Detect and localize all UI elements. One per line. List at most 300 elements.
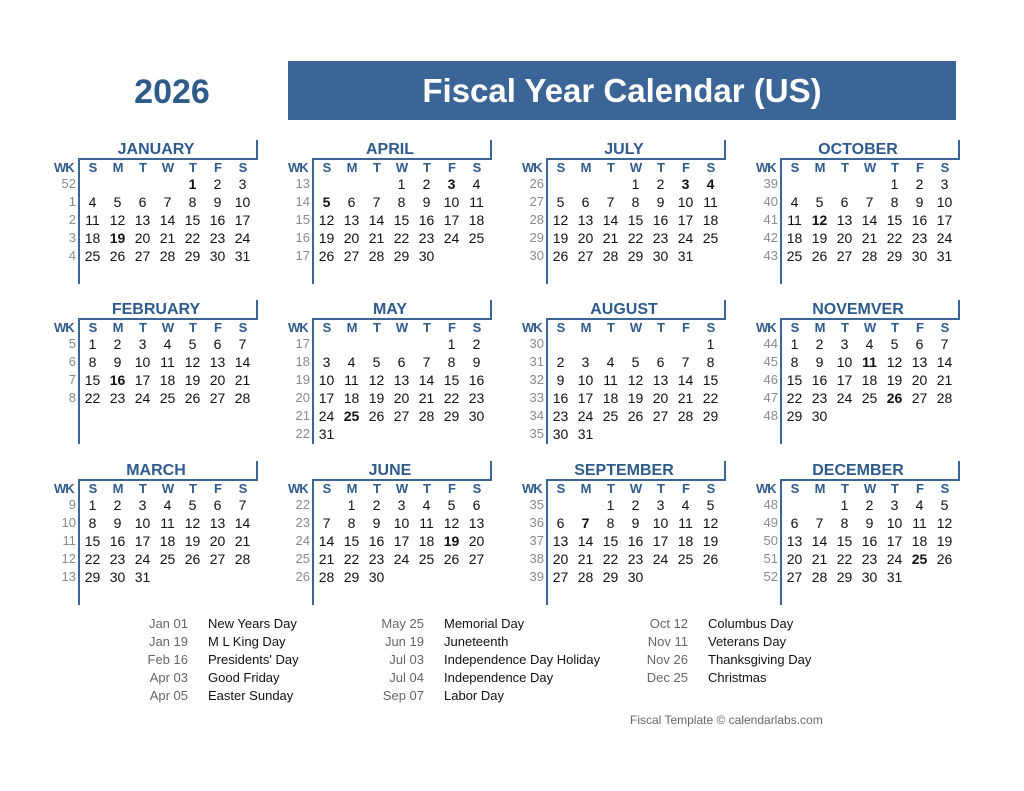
month-block [54,461,258,611]
day-cell: 24 [936,230,953,246]
day-cell: 13 [134,212,151,228]
day-cell: 21 [368,230,385,246]
day-cell: 30 [368,569,385,585]
weekday-header: W [629,160,643,175]
day-cell: 11 [160,354,175,370]
day-cell: 11 [678,515,693,531]
week-number: 13 [295,176,310,191]
day-cell: 9 [113,354,122,370]
day-cell: 26 [702,551,719,567]
day-cell: 12 [184,515,201,531]
day-cell: 8 [840,515,849,531]
day-cell: 15 [627,212,644,228]
day-cell: 21 [234,533,251,549]
week-number: 11 [62,533,76,548]
day-cell: 20 [786,551,803,567]
day-cell: 2 [372,497,381,513]
week-number: 27 [529,194,544,209]
day-cell: 10 [443,194,460,210]
day-cell: 20 [209,372,226,388]
week-number: 41 [763,212,778,227]
day-cell: 24 [652,551,669,567]
week-number: 24 [295,533,310,548]
week-number: 50 [763,533,778,548]
holiday-day-cell: 11 [862,354,877,370]
day-cell: 14 [318,533,335,549]
day-cell: 15 [443,372,460,388]
weekday-header: T [139,320,147,335]
week-number: 23 [295,515,310,530]
month-block [522,140,726,290]
day-cell: 24 [234,230,251,246]
day-cell: 28 [368,248,385,264]
day-cell: 15 [84,372,101,388]
week-number: 42 [763,230,778,245]
week-number: 48 [763,408,778,423]
day-cell: 14 [418,372,435,388]
day-cell: 5 [556,194,565,210]
month-block [288,461,492,611]
month-name: MARCH [126,462,186,479]
day-cell: 31 [886,569,903,585]
holiday-name: Independence Day [444,670,554,685]
day-cell: 6 [556,515,565,531]
day-cell: 7 [815,515,824,531]
day-cell: 6 [840,194,849,210]
weekday-header: S [88,160,98,175]
day-cell: 29 [602,569,619,585]
week-number: 10 [61,515,76,530]
weekday-header: F [214,481,222,496]
day-cell: 25 [602,408,619,424]
day-cell: 28 [811,569,828,585]
weekday-header: S [322,481,332,496]
day-cell: 27 [393,408,410,424]
week-number: 13 [61,569,76,584]
week-number: 51 [763,551,778,566]
day-cell: 4 [88,194,97,210]
day-cell: 16 [418,212,435,228]
year-label: 2026 [134,73,210,111]
day-cell: 20 [652,390,669,406]
day-cell: 26 [318,248,335,264]
holiday-day-cell: 7 [581,515,590,531]
week-number: 17 [295,336,310,351]
week-number: 28 [529,212,544,227]
day-cell: 9 [631,515,640,531]
day-cell: 14 [234,515,251,531]
week-number-header: WK [288,481,308,496]
day-cell: 31 [234,248,251,264]
day-cell: 18 [159,372,176,388]
day-cell: 9 [656,194,665,210]
day-cell: 18 [702,212,719,228]
weekday-header: S [472,160,482,175]
day-cell: 7 [238,336,247,352]
day-cell: 10 [234,194,251,210]
day-cell: 20 [468,533,485,549]
day-cell: 18 [786,230,803,246]
day-cell: 27 [343,248,360,264]
holiday-name: Christmas [708,670,767,685]
day-cell: 27 [911,390,928,406]
day-cell: 1 [606,497,615,513]
day-cell: 12 [318,212,335,228]
weekday-header: S [238,320,248,335]
day-cell: 2 [631,497,640,513]
day-cell: 2 [113,336,122,352]
day-cell: 24 [134,390,151,406]
day-cell: 14 [936,354,953,370]
holiday-day-cell: 5 [322,194,331,210]
day-cell: 15 [702,372,719,388]
day-cell: 22 [836,551,853,567]
week-number: 22 [295,426,310,441]
day-cell: 17 [234,212,251,228]
day-cell: 10 [134,354,151,370]
weekday-header: T [139,481,147,496]
week-number: 8 [68,390,76,405]
weekday-header: T [139,160,147,175]
day-cell: 14 [811,533,828,549]
day-cell: 7 [940,336,949,352]
weekday-header: T [423,481,431,496]
week-number-header: WK [54,160,74,175]
day-cell: 11 [419,515,434,531]
week-number: 33 [529,390,544,405]
week-number: 44 [763,336,778,351]
day-cell: 1 [347,497,356,513]
weekday-header: T [373,481,381,496]
day-cell: 27 [209,551,226,567]
day-cell: 4 [472,176,481,192]
day-cell: 12 [702,515,719,531]
weekday-header: W [629,481,643,496]
day-cell: 12 [886,354,903,370]
day-cell: 25 [159,551,176,567]
day-cell: 14 [159,212,176,228]
day-cell: 11 [344,372,359,388]
weekday-header: T [373,320,381,335]
day-cell: 28 [936,390,953,406]
day-cell: 10 [836,354,853,370]
day-cell: 16 [861,533,878,549]
weekday-header: T [607,481,615,496]
day-cell: 19 [627,390,644,406]
day-cell: 2 [213,176,222,192]
day-cell: 24 [318,408,335,424]
day-cell: 17 [443,212,460,228]
weekday-header: W [161,320,175,335]
day-cell: 20 [577,230,594,246]
weekday-header: T [607,160,615,175]
day-cell: 4 [915,497,924,513]
day-cell: 1 [890,176,899,192]
day-cell: 30 [627,569,644,585]
day-cell: 16 [811,372,828,388]
day-cell: 11 [469,194,484,210]
weekday-header: F [448,160,456,175]
weekday-header: S [940,481,950,496]
day-cell: 28 [861,248,878,264]
day-cell: 23 [627,551,644,567]
day-cell: 22 [393,230,410,246]
day-cell: 28 [602,248,619,264]
day-cell: 4 [163,336,172,352]
week-number: 45 [763,354,778,369]
day-cell: 20 [209,533,226,549]
day-cell: 8 [88,354,97,370]
day-cell: 3 [322,354,331,370]
day-cell: 3 [656,497,665,513]
holiday-date: Apr 05 [149,688,188,703]
day-cell: 27 [836,248,853,264]
week-number: 30 [529,248,544,263]
holiday-name: Columbus Day [708,616,794,631]
day-cell: 27 [652,408,669,424]
day-cell: 13 [209,515,226,531]
holiday-day-cell: 19 [443,533,460,549]
day-cell: 24 [577,408,594,424]
day-cell: 14 [861,212,878,228]
holiday-day-cell: 3 [447,176,456,192]
week-number: 32 [529,372,544,387]
day-cell: 9 [113,515,122,531]
day-cell: 26 [552,248,569,264]
day-cell: 12 [184,354,201,370]
week-number: 46 [763,372,778,387]
weekday-header: M [112,160,124,175]
day-cell: 25 [861,390,878,406]
weekday-header: W [863,320,877,335]
day-cell: 29 [627,248,644,264]
day-cell: 5 [890,336,899,352]
holiday-day-cell: 16 [109,372,126,388]
weekday-header: S [556,160,566,175]
week-number: 22 [295,497,310,512]
day-cell: 19 [552,230,569,246]
day-cell: 13 [209,354,226,370]
day-cell: 28 [234,551,251,567]
week-number: 16 [295,230,310,245]
day-cell: 9 [815,354,824,370]
day-cell: 7 [681,354,690,370]
week-number: 9 [68,497,76,512]
week-number: 36 [529,515,544,530]
day-cell: 26 [184,551,201,567]
holiday-day-cell: 1 [188,176,197,192]
weekday-header: S [940,320,950,335]
week-number-header: WK [54,320,74,335]
day-cell: 16 [552,390,569,406]
holiday-day-cell: 25 [343,408,360,424]
holiday-day-cell: 26 [886,390,903,406]
day-cell: 15 [84,533,101,549]
day-cell: 30 [552,426,569,442]
week-number: 1 [68,194,76,209]
day-cell: 13 [786,533,803,549]
day-cell: 22 [627,230,644,246]
day-cell: 8 [88,515,97,531]
week-number: 20 [295,390,310,405]
holiday-date: Nov 11 [647,634,688,649]
day-cell: 28 [577,569,594,585]
day-cell: 3 [840,336,849,352]
month-block [522,300,726,450]
day-cell: 14 [577,533,594,549]
week-number: 47 [763,390,778,405]
day-cell: 17 [936,212,953,228]
month-name: MAY [372,301,408,318]
week-number: 31 [529,354,544,369]
weekday-header: F [916,481,924,496]
week-number-header: WK [756,160,776,175]
week-number: 26 [295,569,310,584]
holiday-date: Jan 19 [148,634,188,649]
day-cell: 11 [160,515,175,531]
week-number: 39 [529,569,544,584]
weekday-header: S [322,320,332,335]
month-name: AUGUST [590,301,658,318]
day-cell: 14 [368,212,385,228]
footer-credit: Fiscal Template © calendarlabs.com [630,713,823,727]
day-cell: 15 [886,212,903,228]
day-cell: 2 [656,176,665,192]
day-cell: 7 [422,354,431,370]
day-cell: 16 [627,533,644,549]
weekday-header: S [88,481,98,496]
day-cell: 2 [556,354,565,370]
day-cell: 13 [577,212,594,228]
day-cell: 4 [865,336,874,352]
week-number: 3 [68,230,76,245]
day-cell: 5 [113,194,122,210]
week-number: 21 [295,408,310,423]
holiday-name: Independence Day Holiday [444,652,601,667]
day-cell: 5 [940,497,949,513]
day-cell: 27 [552,569,569,585]
day-cell: 20 [911,372,928,388]
week-number: 17 [295,248,310,263]
weekday-header: S [238,160,248,175]
week-number: 48 [763,497,778,512]
weekday-header: F [448,481,456,496]
day-cell: 7 [322,515,331,531]
day-cell: 29 [886,248,903,264]
month-block [54,140,258,290]
day-cell: 8 [347,515,356,531]
day-cell: 31 [936,248,953,264]
day-cell: 22 [786,390,803,406]
day-cell: 14 [677,372,694,388]
holiday-day-cell: 12 [811,212,828,228]
week-number: 30 [529,336,544,351]
day-cell: 21 [602,230,619,246]
day-cell: 12 [552,212,569,228]
day-cell: 10 [577,372,594,388]
weekday-header: T [423,160,431,175]
week-number: 34 [529,408,544,423]
day-cell: 22 [443,390,460,406]
weekday-header: M [580,481,592,496]
weekday-header: M [814,481,826,496]
day-cell: 28 [418,408,435,424]
month-name: SEPTEMBER [574,462,674,479]
day-cell: 10 [936,194,953,210]
day-cell: 27 [577,248,594,264]
day-cell: 3 [890,497,899,513]
month-block [522,461,726,611]
day-cell: 23 [861,551,878,567]
weekday-header: S [472,481,482,496]
day-cell: 11 [603,372,618,388]
week-number-header: WK [756,481,776,496]
day-cell: 25 [468,230,485,246]
day-cell: 21 [861,230,878,246]
day-cell: 16 [652,212,669,228]
day-cell: 14 [602,212,619,228]
day-cell: 17 [134,372,151,388]
month-block [54,300,258,450]
week-number: 19 [295,372,310,387]
day-cell: 27 [468,551,485,567]
month-name: DECEMBER [812,462,904,479]
day-cell: 17 [886,533,903,549]
month-name: JULY [604,141,644,158]
day-cell: 3 [940,176,949,192]
week-number-header: WK [522,481,542,496]
day-cell: 5 [815,194,824,210]
holiday-day-cell: 19 [109,230,126,246]
weekday-header: T [607,320,615,335]
week-number-header: WK [522,160,542,175]
day-cell: 19 [368,390,385,406]
day-cell: 20 [134,230,151,246]
day-cell: 9 [915,194,924,210]
day-cell: 9 [372,515,381,531]
day-cell: 26 [936,551,953,567]
day-cell: 4 [681,497,690,513]
day-cell: 13 [343,212,360,228]
holiday-date: Jun 19 [384,634,424,649]
day-cell: 18 [159,533,176,549]
week-number: 26 [529,176,544,191]
day-cell: 4 [422,497,431,513]
weekday-header: W [395,481,409,496]
day-cell: 13 [468,515,485,531]
day-cell: 1 [447,336,456,352]
day-cell: 26 [109,248,126,264]
day-cell: 19 [184,533,201,549]
holiday-name: Easter Sunday [208,688,294,703]
month-name: JUNE [368,462,412,479]
week-number: 25 [295,551,310,566]
week-number-header: WK [756,320,776,335]
holiday-name: Thanksgiving Day [708,652,812,667]
day-cell: 6 [213,336,222,352]
day-cell: 22 [702,390,719,406]
day-cell: 29 [343,569,360,585]
day-cell: 8 [188,194,197,210]
day-cell: 10 [652,515,669,531]
month-name: FEBRUARY [111,301,201,318]
day-cell: 4 [790,194,799,210]
day-cell: 16 [911,212,928,228]
day-cell: 15 [184,212,201,228]
day-cell: 23 [911,230,928,246]
week-number: 38 [529,551,544,566]
day-cell: 26 [368,408,385,424]
